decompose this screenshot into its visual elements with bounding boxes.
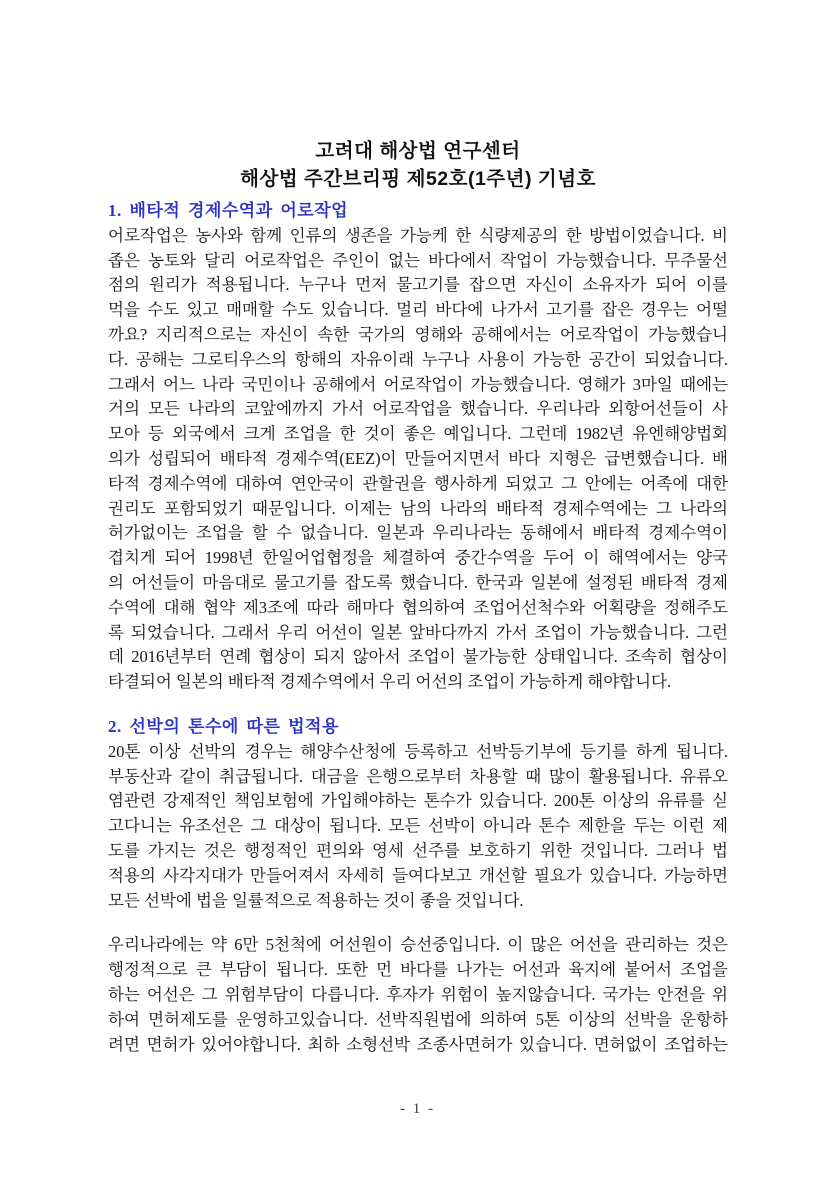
section-1-paragraph-1	[108, 224, 728, 695]
page-number: - 1 -	[400, 1101, 435, 1117]
text-line: 의 어선들이 마음대로 물고기를 잡도록 했습니다. 한국과 일본에 설정된 배타적 경제	[108, 572, 728, 592]
text-line: 려면 면허가 있어야합니다. 최하 소형선박 조종사면허가 있습니다. 면허없이 조업하는	[108, 1034, 728, 1054]
text-line: 허가없이는 조업을 할 수 없습니다. 일본과 우리나라는 동해에서 배타적 경제수역이	[108, 523, 728, 543]
text-line: 다. 공해는 그로티우스의 항해의 자유이래 누구나 사용이 가능한 공간이 되었습니다.	[108, 349, 728, 369]
text-line: 록 되었습니다. 그래서 우리 어선이 일본 앞바다까지 가서 조업이 가능했습니다. 그런	[108, 622, 728, 642]
text-line: 거의 모든 나라의 코앞에까지 가서 어로작업을 했습니다. 우리나라 외항어선들이 사	[108, 399, 728, 419]
text-line: 먹을 수도 있고 매매할 수도 있습니다. 멀리 바다에 나가서 고기를 잡은 경우는 어떨	[108, 300, 728, 320]
text-line: 도를 가지는 것은 행정적인 편의와 영세 선주를 보호하기 위한 것입니다. 그러나 법	[108, 840, 728, 860]
document-title-line-2: 해상법 주간브리핑 제52호(1주년) 기념호	[240, 168, 596, 190]
text-line: 의가 성립되어 배타적 경제수역(EEZ)이 만들어지면서 바다 지형은 급변했습니다. 배	[108, 448, 728, 468]
text-line: 점의 원리가 적용됩니다. 누구나 먼저 물고기를 잡으면 자신이 소유자가 되어 이를	[108, 275, 728, 295]
text-line: 20톤 이상 선박의 경우는 해양수산청에 등록하고 선박등기부에 등기를 하게 됩니다.	[108, 741, 728, 761]
text-line: 적용의 사각지대가 만들어져서 자세히 들여다보고 개선할 필요가 있습니다. 가능하면	[108, 865, 728, 885]
text-line: 데 2016년부터 연례 협상이 되지 않아서 조업이 불가능한 상태입니다. 조속히 협상이	[108, 647, 728, 667]
text-line: 행정적으로 큰 부담이 됩니다. 또한 먼 바다를 나가는 어선과 육지에 붙어서 조업을	[108, 960, 728, 980]
section-2-paragraph-1	[108, 740, 728, 914]
document-body	[108, 137, 728, 1057]
text-line: 좁은 농토와 달리 어로작업은 주인이 없는 바다에서 작업이 가능했습니다. 무주물선	[108, 250, 728, 270]
text-line: 우리나라에는 약 6만 5천척에 어선원이 승선중입니다. 이 많은 어선을 관리하는 것은	[108, 935, 728, 955]
text-line: 염관련 강제적인 책임보험에 가입해야하는 톤수가 있습니다. 200톤 이상의 유류를 싣	[108, 791, 728, 811]
text-line: 고다니는 유조선은 그 대상이 됩니다. 모든 선박이 아니라 톤수 제한을 두는 이런 제	[108, 816, 728, 836]
text-line: 수역에 대해 협약 제3조에 따라 해마다 협의하여 조업어선척수와 어획량을 정해주도	[108, 597, 728, 617]
text-line: 겹치게 되어 1998년 한일어업협정을 체결하여 중간수역을 두어 이 해역에서는 양국	[108, 548, 728, 568]
text-line: 어로작업은 농사와 함께 인류의 생존을 가능케 한 식량제공의 한 방법이었습니다. 비	[108, 225, 728, 245]
text-line: 까요? 지리적으로는 자신이 속한 국가의 영해와 공해에서는 어로작업이 가능했습니	[108, 324, 728, 344]
text-line: 모아 등 외국에서 크게 조업을 한 것이 좋은 예입니다. 그런데 1982년 유엔해양법회	[108, 424, 728, 444]
text-line: 타결되어 일본의 배타적 경제수역에서 우리 어선의 조업이 가능하게 해야합니다.	[108, 672, 672, 692]
section-1-heading: 1. 배타적 경제수역과 어로작업	[108, 201, 349, 220]
text-line: 하는 어선은 그 위험부담이 다릅니다. 후자가 위험이 높지않습니다. 국가는 안전을 위	[108, 984, 728, 1004]
document-title-line-1: 고려대 해상법 연구센터	[315, 140, 521, 162]
section-2-heading: 2. 선박의 톤수에 따른 법적용	[108, 716, 339, 736]
text-line: 부동산과 같이 취급됩니다. 대금을 은행으로부터 차용할 때 많이 활용됩니다. 유류오	[108, 766, 728, 786]
text-line: 모든 선박에 법을 일률적으로 적용하는 것이 좋을 것입니다.	[108, 890, 524, 910]
text-line: 타적 경제수역에 대하여 연안국이 관할권을 행사하게 되었고 그 안에는 어족에 대한	[108, 473, 728, 493]
text-line: 그래서 어느 나라 국민이나 공해에서 어로작업이 가능했습니다. 영해가 3마일 때에는	[108, 374, 728, 394]
text-line: 하여 면허제도를 운영하고있습니다. 선박직원법에 의하여 5톤 이상의 선박을 운항하	[108, 1009, 728, 1029]
text-line: 권리도 포함되었기 때문입니다. 이제는 남의 나라의 배타적 경제수역에는 그 나라의	[108, 498, 728, 518]
section-2-paragraph-2	[108, 933, 728, 1057]
